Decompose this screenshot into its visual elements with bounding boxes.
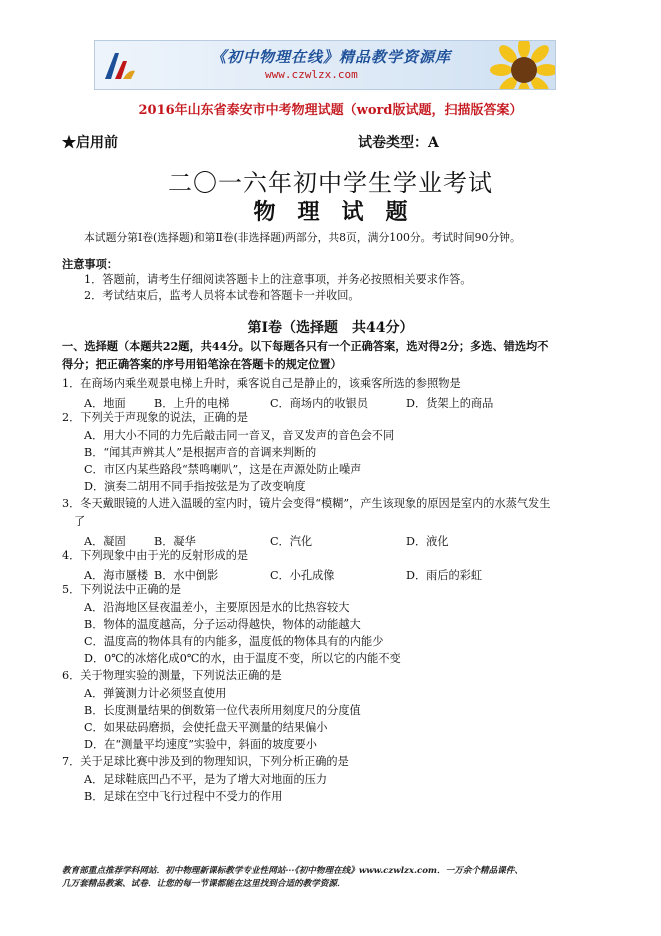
answer-option: D．在“测量平均速度”实验中，斜面的坡度要小 xyxy=(84,738,317,752)
exam-intro: 本试题分第Ⅰ卷(选择题)和第Ⅱ卷(非选择题)两部分，共8页，满分100分。考试时间90分钟。 xyxy=(84,231,521,244)
answer-option: B．水中倒影 xyxy=(154,569,219,583)
answer-option: D．雨后的彩虹 xyxy=(406,569,483,583)
question-stem: 6．关于物理实验的测量，下列说法正确的是 xyxy=(62,669,282,683)
answer-option: A．弹簧测力计必须竖直使用 xyxy=(84,686,227,700)
answer-option: C．温度高的物体具有的内能多，温度低的物体具有的内能少 xyxy=(84,635,384,648)
answer-option: A．凝固 xyxy=(84,534,126,548)
question-stem: 5．下列说法中正确的是 xyxy=(62,583,181,597)
page-footer xyxy=(62,865,622,891)
answer-option: C．小孔成像 xyxy=(270,569,335,583)
answer-option: C．市区内某些路段“禁鸣喇叭”，这是在声源处防止噪声 xyxy=(84,463,362,476)
confidential-mark: ★启用前 xyxy=(62,135,118,151)
answer-option: D．0℃的冰熔化成0℃的水，由于温度不变，所以它的内能不变 xyxy=(84,652,401,666)
paper-type: 试卷类型：A xyxy=(358,135,439,151)
footer-line: 几万套精品教案、试卷．让您的每一节课都能在这里找到合适的教学资源． xyxy=(62,879,346,889)
question-stem: 4．下列现象中由于光的反射形成的是 xyxy=(62,549,249,562)
question-stem: 2．下列关于声现象的说法，正确的是 xyxy=(62,411,249,425)
document-title: 2016年山东省泰安市中考物理试题（word版试题，扫描版答案） xyxy=(138,103,523,118)
banner-title: 《初中物理在线》精品教学资源库 xyxy=(211,48,452,66)
answer-option: A．足球鞋底凹凸不平，是为了增大对地面的压力 xyxy=(84,772,328,786)
section-description: 得分；把正确答案的序号用铅笔涂在答题卡的规定位置） xyxy=(62,357,342,371)
answer-option: B．物体的温度越高，分子运动得越快，物体的动能越大 xyxy=(84,617,361,631)
site-banner xyxy=(94,40,556,90)
answer-option: B．凝华 xyxy=(154,534,196,548)
answer-option: A．地面 xyxy=(84,397,126,411)
sunflower-icon xyxy=(489,40,556,90)
answer-option: C．商场内的收银员 xyxy=(270,397,369,411)
answer-option: B．上升的电梯 xyxy=(154,397,230,411)
subject-title: 物 理 试 题 xyxy=(253,199,408,225)
answer-option: A．沿海地区昼夜温差小，主要原因是水的比热容较大 xyxy=(84,600,350,614)
answer-option: B．“闻其声辨其人”是根据声音的音调来判断的 xyxy=(84,445,317,459)
footer-line: 教育部重点推荐学科网站．初中物理新课标教学专业性网站···《初中物理在线》www.czwlzx.com．一万余个精品课件、 xyxy=(62,866,523,876)
note-item: 1．答题前，请考生仔细阅读答题卡上的注意事项，并务必按照相关要求作答。 xyxy=(84,273,472,286)
exam-title: 二〇一六年初中学生学业考试 xyxy=(168,169,493,197)
answer-option: B．足球在空中飞行过程中不受力的作用 xyxy=(84,789,283,803)
answer-option: C．汽化 xyxy=(270,534,313,548)
answer-option: C．如果砝码磨损，会使托盘天平测量的结果偏小 xyxy=(84,721,328,734)
notes-heading: 注意事项： xyxy=(62,257,118,271)
answer-option: D．演奏二胡用不同手指按弦是为了改变响度 xyxy=(84,480,306,494)
banner-url[interactable]: www.czwlzx.com xyxy=(265,68,358,81)
answer-option: A．海市蜃楼 xyxy=(84,569,149,583)
note-item: 2．考试结束后，监考人员将本试卷和答题卡一并收回。 xyxy=(84,289,360,302)
answer-option: B．长度测量结果的倒数第一位代表所用刻度尺的分度值 xyxy=(84,703,361,717)
answer-option: D．货架上的商品 xyxy=(406,397,494,411)
question-stem: 7．关于足球比赛中涉及到的物理知识，下列分析正确的是 xyxy=(62,755,349,769)
question-stem: 1．在商场内乘坐观景电梯上升时，乘客说自己是静止的，该乘客所选的参照物是 xyxy=(62,377,461,390)
answer-option: A．用大小不同的力先后敲击同一音叉，音叉发声的音色会不同 xyxy=(84,428,395,442)
answer-option: D．液化 xyxy=(406,534,449,548)
question-stem: 了 xyxy=(74,514,86,528)
site-logo-icon xyxy=(101,47,137,83)
section-description: 一、选择题（本题共22题，共44分。以下每题各只有一个正确答案，选对得2分；多选、错选均不 xyxy=(62,339,549,353)
section-title: 第Ⅰ卷（选择题 共44分） xyxy=(247,320,414,336)
question-stem: 3．冬天戴眼镜的人进入温暖的室内时，镜片会变得“模糊”，产生该现象的原因是室内的水蒸气发生 xyxy=(62,497,551,511)
